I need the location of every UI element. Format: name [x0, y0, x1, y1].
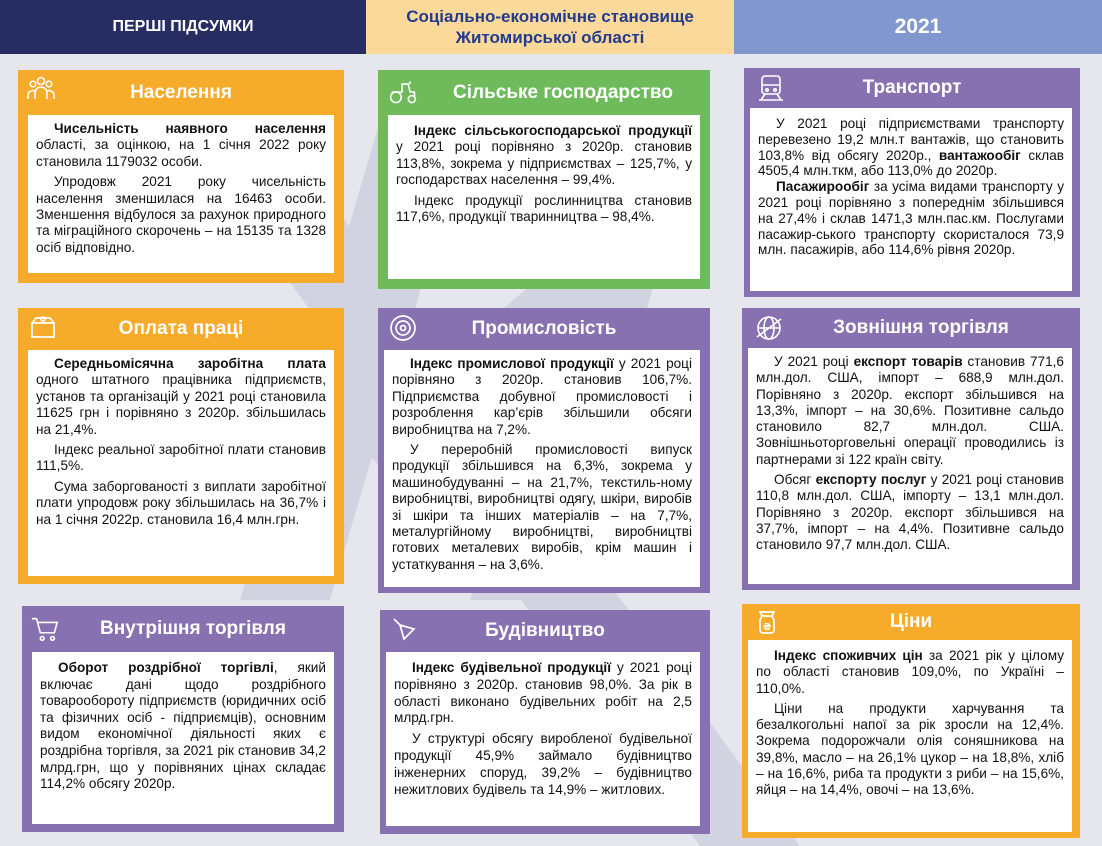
hryvnia-icon: [752, 608, 782, 638]
globe-icon: [754, 313, 784, 343]
paragraph: У переробній промисловості випуск продукції збільшився на 6,3%, зокрема у машинобудуванні – на 21,7%, текстиль-ному виробництві, виробництві одягу, шкіри, виробів зі шкіри та інших матеріалів – на 7,7%, металургійному виробництві, виробництві готових металевих виробів, крім машин і устаткування – на 3,6%.: [392, 442, 692, 572]
paragraph: Індекс реальної заробітної плати становив 111,5%.: [36, 442, 326, 474]
bold-term: Індекс сільськогосподарської продукції: [414, 123, 692, 138]
paragraph: Сума заборгованості з виплати заробітної плати упродовж року збільшилась на 36,7% і на 1 січня 2022р. становила 16,4 млн.грн.: [36, 478, 326, 527]
card-title: Транспорт: [862, 77, 962, 98]
text: у 2021 році порівняно з 2020р. становив 113,8%, зокрема у підприємствах – 125,7%, у господарствах населення – 99,4%.: [396, 139, 692, 188]
paragraph: Індекс продукції рослинництва становив 117,6%, продукції тваринництва – 98,4%.: [396, 192, 692, 225]
bold-term: Оборот роздрібної торгівлі: [58, 660, 274, 675]
header-center-line2: Житомирської області: [455, 28, 645, 47]
card-title: Сільське господарство: [453, 81, 673, 103]
bold-term: Середньомісячна заробітна плата: [54, 356, 326, 371]
paragraph: Упродовж 2021 року чисельність населення зменшилася на 16463 особи. Зменшення відбулося за рахунок природного та міграційного скорочень – на 15135 та 1328 осіб відповідно.: [36, 174, 326, 255]
card-foreign-trade: [742, 308, 1080, 590]
text: за 2021 рік у цілому по області становив 109,0%, по Україні – 110,0%.: [756, 648, 1064, 696]
paragraph: [758, 179, 1064, 258]
card-prices: [742, 604, 1080, 838]
header-year: 2021: [734, 0, 1102, 54]
text: склав 4505,4 млн.ткм, або 113,0% до 2020р.: [758, 147, 1064, 179]
card-title: Внутрішня торгівля: [100, 618, 286, 639]
card-title: Будівництво: [485, 620, 605, 641]
paragraph: [40, 660, 326, 793]
card-retail: [22, 606, 344, 832]
wallet-icon: [28, 313, 58, 343]
header-center-title: [366, 0, 734, 54]
svg-text:₴: ₴: [762, 622, 772, 633]
header-center-line1: Соціально-економічне становище: [406, 7, 694, 26]
bold-term: експорту послуг: [815, 472, 927, 488]
paragraph: У структурі обсягу виробленої будівельної продукції 45,9% займало будівництво інженерних споруд, 39,2% – будівництво нежитлових будівель та 14,9% – житлових.: [394, 731, 692, 797]
text: У 2021 році: [774, 354, 854, 369]
card-construction: [380, 610, 710, 834]
text: У 2021 році підприємствами транспорту перевезено 19,2 млн.т вантажів, що становить 103,8% від обсягу 2020р.,: [758, 116, 1064, 163]
card-transport: [744, 68, 1080, 297]
trowel-icon: [390, 615, 420, 645]
text: за усіма видами транспорту у 2021 році порівняно з попереднім збільшився на 27,4% і склав 1471,3 млн.пас.км. Послугами пасажир-ського транспорту скористалося 73,9 млн. пасажирів, або 114,6% рівня 2020р.: [758, 179, 1064, 258]
bold-term: Пасажирообіг: [776, 179, 870, 195]
paragraph: [756, 648, 1064, 697]
paragraph: [36, 356, 326, 438]
card-title: Ціни: [889, 611, 933, 632]
paragraph: [756, 472, 1064, 553]
card-title: Оплата праці: [118, 318, 244, 339]
paragraph: [394, 660, 692, 727]
bold-term: вантажообіг: [938, 147, 1021, 163]
gear-icon: [388, 313, 418, 343]
text: у 2021 році становив 110,8 млн.дол. США, імпорту – 13,1 млн.дол. Порівняно з 2020р. експорт збільшився на 37,7%, імпорт – на 4,4%. Позитивне сальдо становило 97,7 млн.дол. США.: [756, 472, 1065, 553]
card-industry: [378, 308, 710, 593]
bold-term: Індекс промислової продукції: [410, 356, 614, 371]
paragraph: [756, 354, 1064, 468]
paragraph: [758, 116, 1064, 179]
card-population: [18, 70, 344, 283]
card-title: Населення: [130, 81, 232, 103]
bold-term: Індекс будівельної продукції: [412, 660, 612, 675]
text: , який включає дані щодо роздрібного товарообороту підприємств (юридичних осіб та фізичних осіб - підприємців), основним видом економічної діяльності яких є роздрібна торгівля, за 2021 рік становив 34,2 млрд.грн, що у порівняних цінах складає 114,2% обсягу 2020р.: [40, 660, 326, 792]
header-left-title: ПЕРШІ ПІДСУМКИ: [0, 0, 366, 54]
card-wages: [18, 308, 344, 584]
text: у 2021 році порівняно з 2020р. становив 98,0%. За рік в області виконано будівельних робіт на 2,5 млрд.грн.: [394, 660, 692, 726]
bold-term: експорт товарів: [853, 354, 963, 369]
card-title: Зовнішня торгівля: [833, 317, 1009, 338]
card-title: Промисловість: [471, 318, 617, 339]
paragraph: [396, 123, 692, 189]
paragraph: [392, 356, 692, 438]
people-icon: [26, 73, 56, 103]
text: одного штатного працівника підприємств, установ та організацій у 2021 році становила 11625 грн і порівняно з 2020р. збільшилась на 21,4%.: [36, 372, 326, 437]
paragraph: Ціни на продукти харчування та безалкогольні напої за рік зросли на 12,4%. Зокрема подорожчали олія соняшникова на 39,8%, масло – на 26,1% цукор – на 18,8%, хліб – на 16,6%, риба та продукти з риби – на 15,6%, яйця – на 14,4%, овочі – на 13,6%.: [756, 700, 1064, 798]
text: у 2021 році порівняно з 2020р. становив 106,7%. Підприємства добувної промисловості і розроблення кар’єрів збільшили обсяги виробництва на 7,2%.: [392, 356, 692, 437]
text: області, за оцінкою, на 1 січня 2022 року становила 1179032 особи.: [36, 137, 326, 169]
cart-icon: [30, 614, 60, 644]
train-icon: [756, 73, 786, 103]
tractor-icon: [388, 77, 418, 107]
card-agriculture: [378, 70, 710, 289]
paragraph: [36, 121, 326, 170]
text: Обсяг: [774, 472, 816, 488]
bold-term: Індекс споживчих цін: [774, 648, 923, 663]
text: становив 771,6 млн.дол. США, імпорт – 688,9 млн.дол. Порівняно з 2020р. експорт збільшився на 13,3%, імпорт – на 30,6%. Позитивне сальдо становило 82,7 млн.дол. США. Зовнішньоторговельні операції проводились із партнерами зі 122 країн світу.: [756, 354, 1064, 467]
bold-term: Чисельність наявного населення: [54, 121, 326, 136]
